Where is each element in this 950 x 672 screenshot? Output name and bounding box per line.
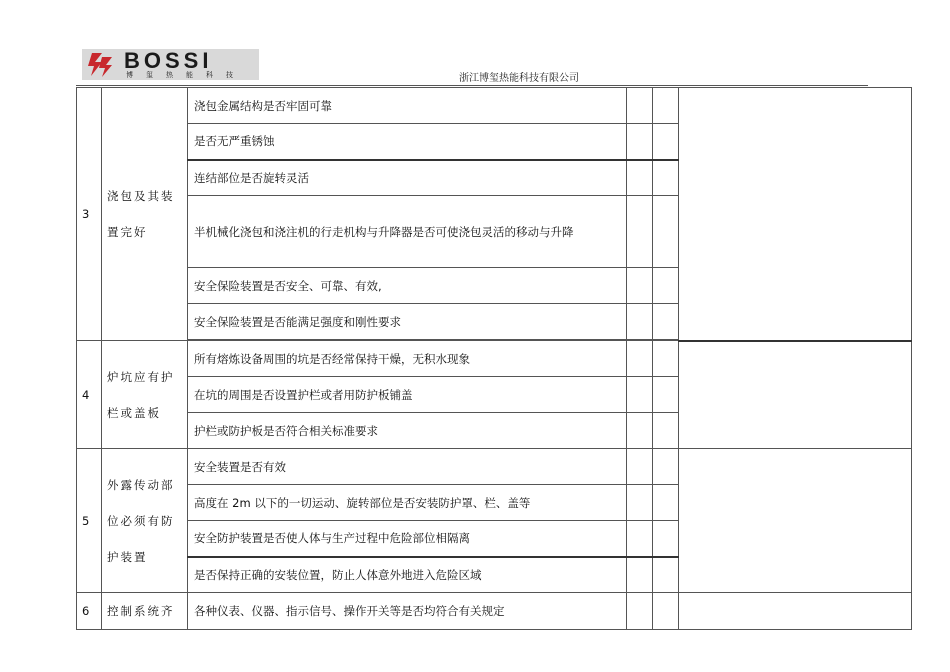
check-box[interactable] bbox=[653, 196, 679, 268]
check-content: 浇包金属结构是否牢固可靠 bbox=[188, 88, 627, 124]
table-row bbox=[77, 449, 912, 485]
check-content: 护栏或防护板是否符合相关标准要求 bbox=[188, 413, 627, 449]
remarks-cell[interactable] bbox=[679, 341, 912, 449]
check-box[interactable] bbox=[653, 593, 679, 630]
check-box[interactable] bbox=[627, 413, 653, 449]
check-box[interactable] bbox=[627, 521, 653, 557]
check-content: 所有熔炼设备周围的坑是否经常保持干燥，无积水现象 bbox=[188, 341, 627, 377]
check-box[interactable] bbox=[627, 485, 653, 521]
row-number: 6 bbox=[77, 593, 102, 630]
remarks-cell[interactable] bbox=[679, 88, 912, 341]
logo-wordmark: BOSSI bbox=[124, 48, 213, 73]
remarks-cell[interactable] bbox=[679, 449, 912, 593]
table-row bbox=[77, 88, 912, 124]
row-number: 5 bbox=[77, 449, 102, 593]
check-item: 控制系统齐 bbox=[102, 593, 188, 630]
check-content: 连结部位是否旋转灵活 bbox=[188, 160, 627, 196]
check-box[interactable] bbox=[653, 521, 679, 557]
check-box[interactable] bbox=[653, 557, 679, 593]
check-content: 半机械化浇包和浇注机的行走机构与升降器是否可使浇包灵活的移动与升降 bbox=[188, 196, 627, 268]
check-box[interactable] bbox=[653, 377, 679, 413]
table-row bbox=[77, 593, 912, 630]
check-box[interactable] bbox=[653, 485, 679, 521]
check-box[interactable] bbox=[653, 268, 679, 304]
check-content: 安全保险装置是否能满足强度和刚性要求 bbox=[188, 304, 627, 340]
company-logo bbox=[82, 49, 259, 80]
logo-subtext: 博玺热能科技 bbox=[126, 71, 246, 79]
remarks-cell[interactable] bbox=[679, 593, 912, 630]
check-box[interactable] bbox=[653, 413, 679, 449]
check-box[interactable] bbox=[627, 88, 653, 124]
check-content: 安全防护装置是否使人体与生产过程中危险部位相隔离 bbox=[188, 521, 627, 557]
check-box[interactable] bbox=[627, 377, 653, 413]
check-box[interactable] bbox=[653, 124, 679, 160]
check-box[interactable] bbox=[627, 160, 653, 196]
table-row bbox=[77, 341, 912, 377]
row-number: 4 bbox=[77, 341, 102, 449]
check-item: 炉坑应有护栏或盖板 bbox=[102, 341, 188, 449]
check-content: 在坑的周围是否设置护栏或者用防护板铺盖 bbox=[188, 377, 627, 413]
check-content: 是否保持正确的安装位置，防止人体意外地进入危险区域 bbox=[188, 557, 627, 593]
inspection-table bbox=[76, 87, 912, 630]
check-box[interactable] bbox=[627, 304, 653, 340]
check-box[interactable] bbox=[653, 341, 679, 377]
flame-logo-icon bbox=[82, 49, 118, 80]
company-name: 浙江博玺热能科技有限公司 bbox=[459, 73, 579, 84]
check-box[interactable] bbox=[627, 124, 653, 160]
check-box[interactable] bbox=[653, 160, 679, 196]
check-content: 安全装置是否有效 bbox=[188, 449, 627, 485]
check-box[interactable] bbox=[627, 268, 653, 304]
check-box[interactable] bbox=[653, 449, 679, 485]
check-content: 高度在 2m 以下的一切运动、旋转部位是否安装防护罩、栏、盖等 bbox=[188, 485, 627, 521]
check-item: 浇包及其装置完好 bbox=[102, 88, 188, 341]
check-content: 各种仪表、仪器、指示信号、操作开关等是否均符合有关规定 bbox=[188, 593, 627, 630]
check-box[interactable] bbox=[653, 88, 679, 124]
check-box[interactable] bbox=[627, 593, 653, 630]
check-box[interactable] bbox=[627, 557, 653, 593]
check-box[interactable] bbox=[627, 341, 653, 377]
check-content: 安全保险装置是否安全、可靠、有效, bbox=[188, 268, 627, 304]
header-rule bbox=[76, 85, 868, 86]
check-box[interactable] bbox=[627, 449, 653, 485]
check-item: 外露传动部位必须有防护装置 bbox=[102, 449, 188, 593]
check-box[interactable] bbox=[627, 196, 653, 268]
check-box[interactable] bbox=[653, 304, 679, 340]
row-number: 3 bbox=[77, 88, 102, 341]
check-content: 是否无严重锈蚀 bbox=[188, 124, 627, 160]
